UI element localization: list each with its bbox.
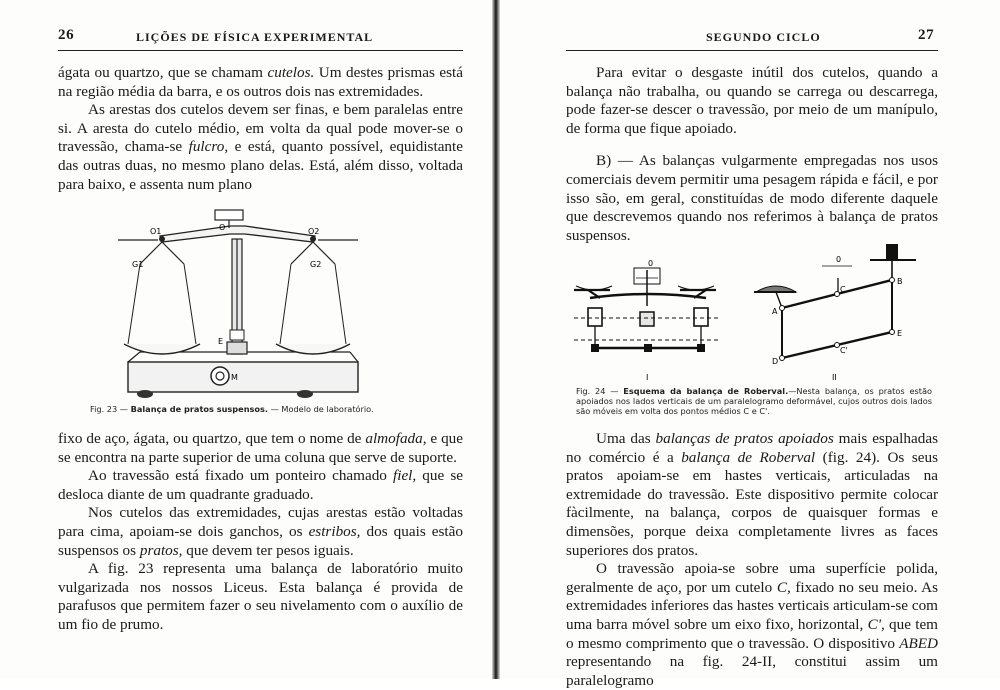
label-m: M	[231, 373, 238, 382]
figure-23-caption: Fig. 23 — Balança de pratos suspensos. — Modelo de laboratório.	[90, 404, 374, 414]
label-ii: II	[832, 373, 837, 382]
figure-24-caption: Fig. 24 — Esquema da balança de Roberval.—Nesta balança, os pratos estão apoiados nos lados verticais de um paralelogramo deformável, cujos outros dois lados são móveis em volta dos pontos médios C e C'.	[576, 386, 933, 416]
paragraph: ágata ou quartzo, que se chamam cutelos. Um destes prismas está na região média da barra, e os outros dois nas extremidades.	[58, 64, 463, 100]
header-rule	[566, 50, 938, 51]
page-number: 27	[918, 27, 935, 43]
right-text-top	[566, 64, 938, 245]
right-pan-hanger	[280, 264, 346, 344]
figure-24-roberval-diagram	[570, 240, 940, 382]
right-text-bottom	[566, 430, 938, 690]
left-page	[0, 0, 492, 679]
label-b: B	[897, 277, 903, 286]
label-e: E	[218, 337, 224, 346]
label-g1: G1	[132, 260, 144, 269]
page-number: 26	[58, 27, 75, 43]
running-head: LIÇÕES DE FÍSICA EXPERIMENTAL	[136, 30, 374, 44]
paragraph: B) — As balanças vulgarmente empregadas nos usos comerciais devem permitir uma pesagem rápida e fácil, e por isso são, em geral, constituídas de modo diferente daquele que descrevemos quando nos referimos à balança de pratos suspensos.	[566, 152, 938, 244]
label-o-left: 0	[648, 259, 654, 268]
label-o2: O2	[308, 227, 320, 236]
header-rule	[58, 50, 463, 51]
label-d: D	[772, 357, 779, 366]
left-text-top	[58, 64, 463, 194]
label-o-right: 0	[836, 255, 842, 264]
left-pan-hanger	[128, 264, 196, 344]
label-c-prime: C'	[840, 346, 848, 355]
paragraph: O travessão apoia-se sobre uma superfície polida, geralmente de aço, por um cutelo C, fixado no seu meio. As extremidades inferiores das hastes verticais articulam-se com uma barra móvel sobre um eixo fixo, horizontal, C', que tem o mesmo comprimento que o travessão. O dispositivo ABED representando na fig. 24-II, constitui assim um paralelogramo	[566, 560, 938, 689]
label-g2: G2	[310, 260, 322, 269]
book-gutter	[492, 0, 500, 679]
paragraph: As arestas dos cutelos devem ser finas, e bem paralelas entre si. A aresta do cutelo médio, em volta da qual pode mover-se o travessão, chama-se fulcro, e está, quanto possível, equidistante das outras duas, no mesmo plano delas. Está, além disso, voltada para baixo, e assenta num plano	[58, 101, 463, 193]
paragraph: Para evitar o desgaste inútil dos cutelos, quando a balança não trabalha, ou quando se carrega ou descarrega, pode fazer-se descer o travessão, por meio de um manípulo, de forma que fique apoiado.	[566, 64, 938, 137]
label-o1: O1	[150, 227, 162, 236]
figure-23-balance-illustration	[100, 204, 430, 404]
paragraph: A fig. 23 representa uma balança de laboratório muito vulgarizada nos nossos Liceus. Esta balança é provida de parafusos que permitem fazer o seu nivelamento com o auxílio de um fio de prumo.	[58, 560, 463, 633]
paragraph: fixo de aço, ágata, ou quartzo, que tem o nome de almofada, e que se encontra na parte superior de uma coluna que serve de suporte.	[58, 430, 464, 466]
paragraph: Ao travessão está fixado um ponteiro chamado fiel, que se desloca diante de um quadrante graduado.	[58, 467, 463, 503]
right-page	[500, 0, 1000, 689]
roberval-diagram-i	[574, 259, 720, 382]
paragraph: Uma das balanças de pratos apoiados mais espalhadas no comércio é a balança de Roberval (fig. 24). Os seus pratos apoiam-se em hastes verticais, articuladas na extremidade do travessão. Este dispositivo permite colocar fàcilmente, na balança, corpos de quaisquer formas e dimensões, porque deixa completamente livres as faces superiores dos pratos.	[566, 430, 938, 559]
roberval-diagram-ii	[754, 244, 916, 382]
label-i: I	[646, 373, 649, 382]
left-text-bottom	[58, 430, 463, 635]
label-o: O	[219, 223, 226, 232]
label-e: E	[897, 329, 903, 338]
paragraph: Nos cutelos das extremidades, cujas arestas estão voltadas para cima, apoiam-se dois ganchos, os estribos, dos quais estão suspensos os pratos, que devem ter pesos iguais.	[58, 504, 463, 559]
label-c: C	[840, 285, 846, 294]
label-a: A	[772, 307, 778, 316]
balance-base	[128, 362, 358, 392]
running-head: SEGUNDO CICLO	[706, 30, 821, 44]
